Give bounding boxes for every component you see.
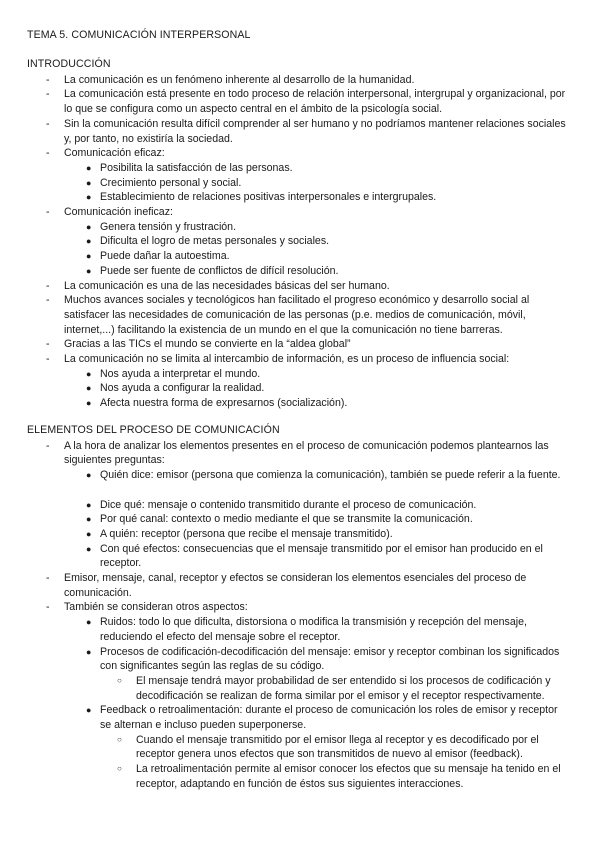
list-item-text: Sin la comunicación resulta difícil comprender al ser humano y no podríamos mantener relaciones sociales y, por tanto, no existiría la sociedad. [64, 117, 566, 145]
dash-bullet: - [46, 294, 50, 307]
list-item-text: Dificulta el logro de metas personales y sociales. [100, 235, 330, 248]
bullet-icon: ● [86, 705, 92, 716]
list-item-text: A quién: receptor (persona que recibe el mensaje transmitido). [100, 527, 393, 540]
list-item-text: Por qué canal: contexto o medio mediante el que se transmite la comunicación. [100, 513, 473, 526]
list-item-text: Gracias a las TICs el mundo se convierte en la “aldea global” [64, 338, 351, 351]
bullet-icon: ● [86, 514, 92, 525]
list-item-text: Posibilita la satisfacción de las personas. [100, 161, 293, 174]
bullet-icon: ● [86, 499, 92, 510]
list-item-text: Comunicación eficaz: [64, 147, 165, 160]
dash-bullet: - [46, 338, 50, 351]
dash-bullet: - [46, 117, 50, 130]
list-item-text: La comunicación es un fenómeno inherente al desarrollo de la humanidad. [64, 73, 415, 86]
bullet-icon: ● [86, 251, 92, 262]
dash-bullet: - [46, 439, 50, 452]
bullet-icon: ● [86, 398, 92, 409]
bullet-icon: ● [86, 470, 92, 481]
list-item-text: La comunicación está presente en todo proceso de relación interpersonal, intergrupal y organizacional, por lo que se configura como un aspecto central en el ámbito de la psicología social. [64, 88, 566, 116]
bullet-icon: ● [86, 383, 92, 394]
list-item-text: Con qué efectos: consecuencias que el mensaje transmitido por el emisor han producido en el receptor. [100, 542, 543, 570]
bullet-icon: ● [86, 368, 92, 379]
bullet-icon: ● [86, 162, 92, 173]
list-item-text: La comunicación es una de las necesidades básicas del ser humano. [64, 279, 390, 292]
list-item-text: A la hora de analizar los elementos presentes en el proceso de comunicación podemos plantearnos las siguientes preguntas: [64, 439, 549, 467]
list-item-text: Afecta nuestra forma de expresarnos (socialización). [100, 397, 348, 410]
dash-bullet: - [46, 73, 50, 86]
bullet-icon: ● [86, 265, 92, 276]
bullet-icon: ● [86, 221, 92, 232]
list-item-text: Quién dice: emisor (persona que comienza la comunicación), también se puede referir a la fuente. [100, 469, 561, 482]
list-item-text: Procesos de codificación-decodificación del mensaje: emisor y receptor combinan los significados con significantes según las reglas de su código. [100, 645, 560, 673]
list-item-text: Cuando el mensaje transmitido por el emisor llega al receptor y es decodificado por el receptor genera unos efectos que son transmitidos de nuevo al emisor (feedback). [136, 733, 539, 761]
list-item-text: Establecimiento de relaciones positivas interpersonales e intergrupales. [100, 191, 437, 204]
list-item-text: Genera tensión y frustración. [100, 220, 237, 233]
bullet-icon: ● [86, 646, 92, 657]
list-item-text: Comunicación ineficaz: [64, 206, 173, 218]
circle-bullet-icon: ○ [117, 764, 122, 774]
bullet-icon: ● [86, 617, 92, 628]
list-item-text: Emisor, mensaje, canal, receptor y efectos se consideran los elementos esenciales del proceso de comunicación. [64, 572, 527, 599]
list-item-text: Dice qué: mensaje o contenido transmitido durante el proceso de comunicación. [100, 498, 477, 511]
list-item-text: Crecimiento personal y social. [100, 176, 242, 189]
document-title: TEMA 5. COMUNICACIÓN INTERPERSONAL [27, 29, 251, 41]
list-item-text: La comunicación no se limita al intercambio de información, es un proceso de influencia social: [64, 353, 510, 365]
list-item-text: Muchos avances sociales y tecnológicos han facilitado el progreso económico y desarrollo social al satisfacer las necesidades de comunicación de las personas (p.e. medios de comunicación, móvil, internet,...) facilitando la existencia de un mundo en el que la comunicación no tiene barreras. [64, 294, 530, 336]
dash-bullet: - [46, 206, 50, 218]
list-item-text: La retroalimentación permite al emisor conocer los efectos que su mensaje ha tenido en el receptor, adaptando en función de éstos sus siguientes interacciones. [136, 763, 561, 790]
list-item-text: El mensaje tendrá mayor probabilidad de ser entendido si los procesos de codificación y decodificación se realizan de forma similar por el emisor y el receptor respectivamente. [136, 674, 551, 702]
dash-bullet: - [46, 353, 50, 365]
dash-bullet: - [46, 572, 50, 584]
list-item-text: Puede ser fuente de conflictos de difícil resolución. [100, 264, 339, 277]
circle-bullet-icon: ○ [117, 734, 122, 744]
dash-bullet: - [46, 147, 50, 160]
list-item-text: Puede dañar la autoestima. [100, 250, 230, 263]
list-item-text: Nos ayuda a interpretar el mundo. [100, 367, 261, 380]
bullet-icon: ● [86, 543, 92, 554]
list-item-text: Feedback o retroalimentación: durante el proceso de comunicación los roles de emisor y receptor se alternan e incluso pueden superponerse. [100, 704, 558, 731]
section-heading: ELEMENTOS DEL PROCESO DE COMUNICACIÓN [27, 424, 280, 436]
list-item-text: Ruidos: todo lo que dificulta, distorsiona o modifica la transmisión y recepción del mensaje, reduciendo el efecto del mensaje sobre el receptor. [100, 616, 527, 643]
circle-bullet-icon: ○ [117, 675, 122, 685]
bullet-icon: ● [86, 528, 92, 539]
bullet-icon: ● [86, 236, 92, 247]
list-item-text: También se consideran otros aspectos: [64, 601, 248, 614]
section-heading: INTRODUCCIÓN [27, 58, 111, 70]
dash-bullet: - [46, 279, 50, 292]
list-item-text: Nos ayuda a configurar la realidad. [100, 382, 265, 395]
bullet-icon: ● [86, 192, 92, 203]
dash-bullet: - [46, 88, 50, 101]
bullet-icon: ● [86, 177, 92, 188]
dash-bullet: - [46, 601, 50, 614]
